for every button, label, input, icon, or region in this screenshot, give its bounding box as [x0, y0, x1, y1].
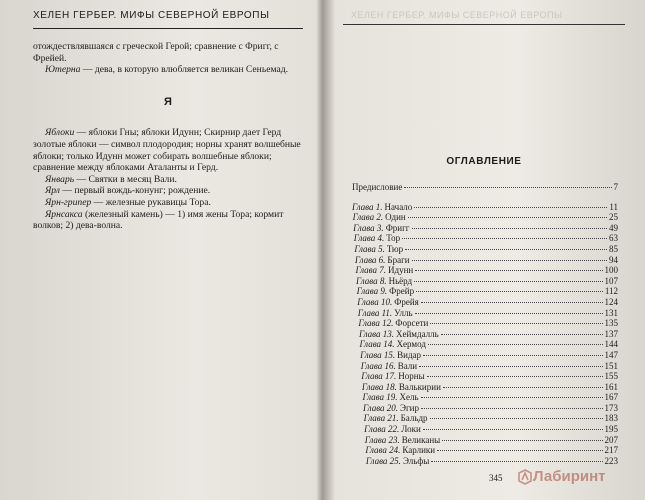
toc-chapter-label: Глава 10. [357, 296, 393, 307]
toc-leader [402, 238, 607, 239]
toc-row [352, 276, 618, 287]
glossary-entry [33, 209, 303, 232]
toc-row [352, 233, 618, 244]
glossary-entries [33, 127, 303, 231]
toc-page: 100 [604, 265, 618, 276]
toc-page: 195 [604, 424, 618, 435]
entry-text: — яблоки Гны; яблоки Идунн; Скирнир дает Герд золотые яблоки — символ плодородия; норны хранят волшебные яблоки; только Идунн может собирать волшебные яблоки; сравнение между яблоками Аталанты и Герд. [33, 127, 301, 174]
toc-chapter-label: Глава 12. [358, 318, 394, 329]
toc-chapter-title: Фрейр [389, 286, 415, 297]
toc-row [352, 212, 618, 223]
toc-leader [441, 334, 603, 335]
entry-term: Ярнсакса [45, 208, 83, 220]
toc-page: 25 [609, 212, 618, 223]
toc-chapter-title: Норны [398, 371, 425, 382]
toc-chapter-title: Карлики [402, 445, 436, 456]
toc-chapter-title: Фрейя [394, 296, 419, 307]
toc-chapter-title: Браги [387, 254, 410, 265]
toc-chapter-label: Глава 24. [365, 445, 401, 456]
toc-chapter-title: Начало [384, 201, 413, 212]
toc-chapter-label: Глава 4. [353, 233, 385, 244]
toc-page: 217 [604, 445, 618, 456]
toc-leader [408, 217, 607, 218]
toc-leader [415, 270, 602, 271]
toc-leader [423, 429, 603, 430]
toc-chapter-title: Хель [399, 392, 419, 403]
glossary-entry [33, 127, 303, 173]
toc-chapter-label: Глава 22. [364, 424, 400, 435]
glossary-text [33, 41, 303, 232]
toc-chapter-label: Глава 9. [356, 286, 388, 297]
entry-text: (железный камень) — 1) имя жены Тора; кормит волков; 2) дева-волна. [33, 208, 284, 232]
section-letter: Я [164, 95, 172, 108]
labirint-logo-icon [518, 469, 532, 485]
toc-page: 151 [604, 360, 618, 371]
toc-leader [419, 366, 602, 367]
toc-leader [421, 302, 603, 303]
toc-leader [412, 228, 608, 229]
toc-leader [443, 387, 603, 388]
toc-page: 173 [604, 402, 618, 413]
glossary-entry [33, 185, 303, 197]
entry-term: Ярл [45, 185, 60, 197]
toc-title-text: Предисловие [352, 182, 403, 192]
toc-row [352, 371, 618, 382]
entry-text: — железные рукавицы Тора. [91, 196, 211, 208]
toc-leader [416, 291, 603, 292]
toc-leader [414, 207, 607, 208]
toc-chapter-title: Эльфы [402, 455, 430, 466]
toc-chapter-title: Форсети [395, 318, 429, 329]
watermark [518, 468, 606, 485]
toc-row [352, 255, 618, 266]
toc-page: 167 [604, 392, 618, 403]
toc-chapter-label: Глава 14. [359, 339, 395, 350]
entry-term: Январь [45, 173, 75, 185]
toc-chapter-label: Глава 19. [362, 392, 398, 403]
toc-leader [437, 450, 602, 451]
toc-page: 144 [604, 339, 618, 350]
toc-chapter-label: Глава 5. [354, 243, 385, 254]
toc-row [352, 445, 618, 456]
toc-chapter-label: Глава 6. [354, 254, 386, 265]
entry-term: Ярн-грипер [45, 196, 92, 208]
toc-page: 183 [604, 413, 618, 424]
toc-chapter-title: Вали [397, 360, 418, 371]
toc-page: 223 [604, 455, 618, 466]
toc-chapter-label: Глава 1. [352, 201, 383, 212]
entry-term: Ютерна [45, 64, 81, 76]
left-page [0, 0, 322, 500]
glossary-entry [33, 64, 303, 76]
toc-page: 124 [604, 296, 618, 307]
toc-chapter-title: Великаны [401, 434, 441, 445]
toc-page: 161 [604, 381, 618, 392]
toc-chapter-title: Хермод [396, 339, 426, 350]
toc-row [352, 382, 618, 393]
toc-leader [431, 461, 602, 462]
toc-row [352, 392, 618, 403]
toc-page: 131 [604, 307, 618, 318]
toc-page: 63 [609, 233, 618, 244]
toc-leader [430, 323, 602, 324]
toc-chapter-title: Тюр [386, 243, 404, 254]
right-page [323, 0, 645, 500]
entry-term: Яблоки [45, 127, 75, 139]
toc-row [352, 424, 618, 435]
toc-chapter-title: Ньёрд [388, 275, 413, 286]
toc-row [352, 223, 618, 234]
toc-page: 147 [604, 349, 618, 360]
toc-leader [427, 376, 603, 377]
table-of-contents [352, 182, 618, 466]
toc-row [352, 329, 618, 340]
toc-chapter-title: Эгир [400, 402, 419, 413]
toc-row [352, 413, 618, 424]
toc-page: 112 [604, 286, 618, 297]
toc-row [352, 361, 618, 372]
toc-page: 85 [609, 243, 618, 254]
entry-text: — дева, в которую влюбляется великан Сеньемад. [80, 64, 288, 76]
toc-row [352, 318, 618, 329]
toc-chapter-label: Глава 18. [361, 381, 397, 392]
toc-chapter-label: Глава 8. [356, 275, 387, 286]
toc-row [352, 456, 618, 467]
glossary-entry [33, 174, 303, 186]
toc-chapter-title: Улль [394, 307, 413, 318]
toc-page: 107 [604, 275, 618, 286]
toc-row [352, 265, 618, 276]
toc-chapter-label: Глава 7. [355, 265, 386, 276]
toc-page: 49 [609, 222, 618, 233]
toc-row [352, 350, 618, 361]
running-head: ХЕЛЕН ГЕРБЕР. МИФЫ СЕВЕРНОЙ ЕВРОПЫ [33, 10, 270, 21]
toc-row [352, 297, 618, 308]
toc-chapter-label: Глава 2. [352, 212, 384, 223]
toc-chapter-label: Глава 11. [357, 307, 393, 318]
toc-leader [421, 397, 603, 398]
toc-chapter-title: Валькирии [398, 381, 441, 392]
faded-running-head: ХЕЛЕН ГЕРБЕР. МИФЫ СЕВЕРНОЙ ЕВРОПЫ [351, 10, 563, 20]
entry-text: — первый вождь-конунг; рождение. [59, 185, 211, 197]
toc-chapter-title: Хеймдалль [395, 328, 439, 339]
toc-page: 155 [604, 371, 618, 382]
toc-chapter-title: Один [385, 212, 406, 223]
toc-row-preface [352, 182, 618, 193]
toc-page: 137 [604, 328, 618, 339]
toc-leader [421, 408, 603, 409]
toc-leader [415, 313, 603, 314]
toc-leader [412, 260, 607, 261]
toc-leader [430, 418, 603, 419]
page-number: 345 [489, 473, 503, 483]
toc-chapter-label: Глава 13. [358, 328, 394, 339]
glossary-entry [33, 197, 303, 209]
toc-chapter-title: Локи [401, 424, 421, 435]
toc-row [352, 339, 618, 350]
toc-row [352, 308, 618, 319]
toc-chapter-label: Глава 20. [363, 402, 399, 413]
toc-page: 135 [604, 318, 618, 329]
toc-row [352, 403, 618, 414]
toc-chapter-title: Идунн [388, 265, 414, 276]
toc-chapter-label: Глава 21. [363, 413, 399, 424]
toc-leader [405, 249, 607, 250]
toc-page: 7 [613, 182, 618, 192]
toc-leader [442, 440, 602, 441]
toc-chapter-title: Бальдр [400, 413, 428, 424]
header-rule [343, 24, 625, 25]
toc-chapter-label: Глава 16. [360, 360, 396, 371]
toc-chapter-label: Глава 15. [360, 349, 396, 360]
toc-chapter-label: Глава 25. [365, 455, 401, 466]
toc-row [352, 435, 618, 446]
toc-leader [428, 344, 603, 345]
toc-page: 207 [604, 434, 618, 445]
toc-title: ОГЛАВЛЕНИЕ [446, 156, 522, 167]
watermark-text: Лабиринт [533, 468, 606, 485]
toc-gap [352, 193, 618, 202]
toc-chapter-label: Глава 3. [353, 222, 384, 233]
toc-leader [414, 281, 602, 282]
toc-page: 94 [609, 254, 618, 265]
toc-chapter-title: Фригг [385, 222, 410, 233]
toc-chapter-label: Глава 23. [364, 434, 400, 445]
toc-chapters [352, 202, 618, 467]
continuation-text: отождествлявшаяся с греческой Герой; сравнение с Фригг, с Фрейей. [33, 41, 279, 64]
toc-chapter-label: Глава 17. [361, 371, 397, 382]
header-rule [33, 28, 303, 29]
toc-row [352, 286, 618, 297]
entry-text: — Святки в месяц Вали. [74, 173, 177, 185]
toc-chapter-title: Видар [397, 349, 422, 360]
toc-row [352, 244, 618, 255]
toc-chapter-title: Тор [386, 233, 401, 244]
toc-leader [404, 187, 611, 188]
toc-page: 11 [609, 201, 618, 212]
toc-row [352, 202, 618, 213]
toc-leader [423, 355, 602, 356]
